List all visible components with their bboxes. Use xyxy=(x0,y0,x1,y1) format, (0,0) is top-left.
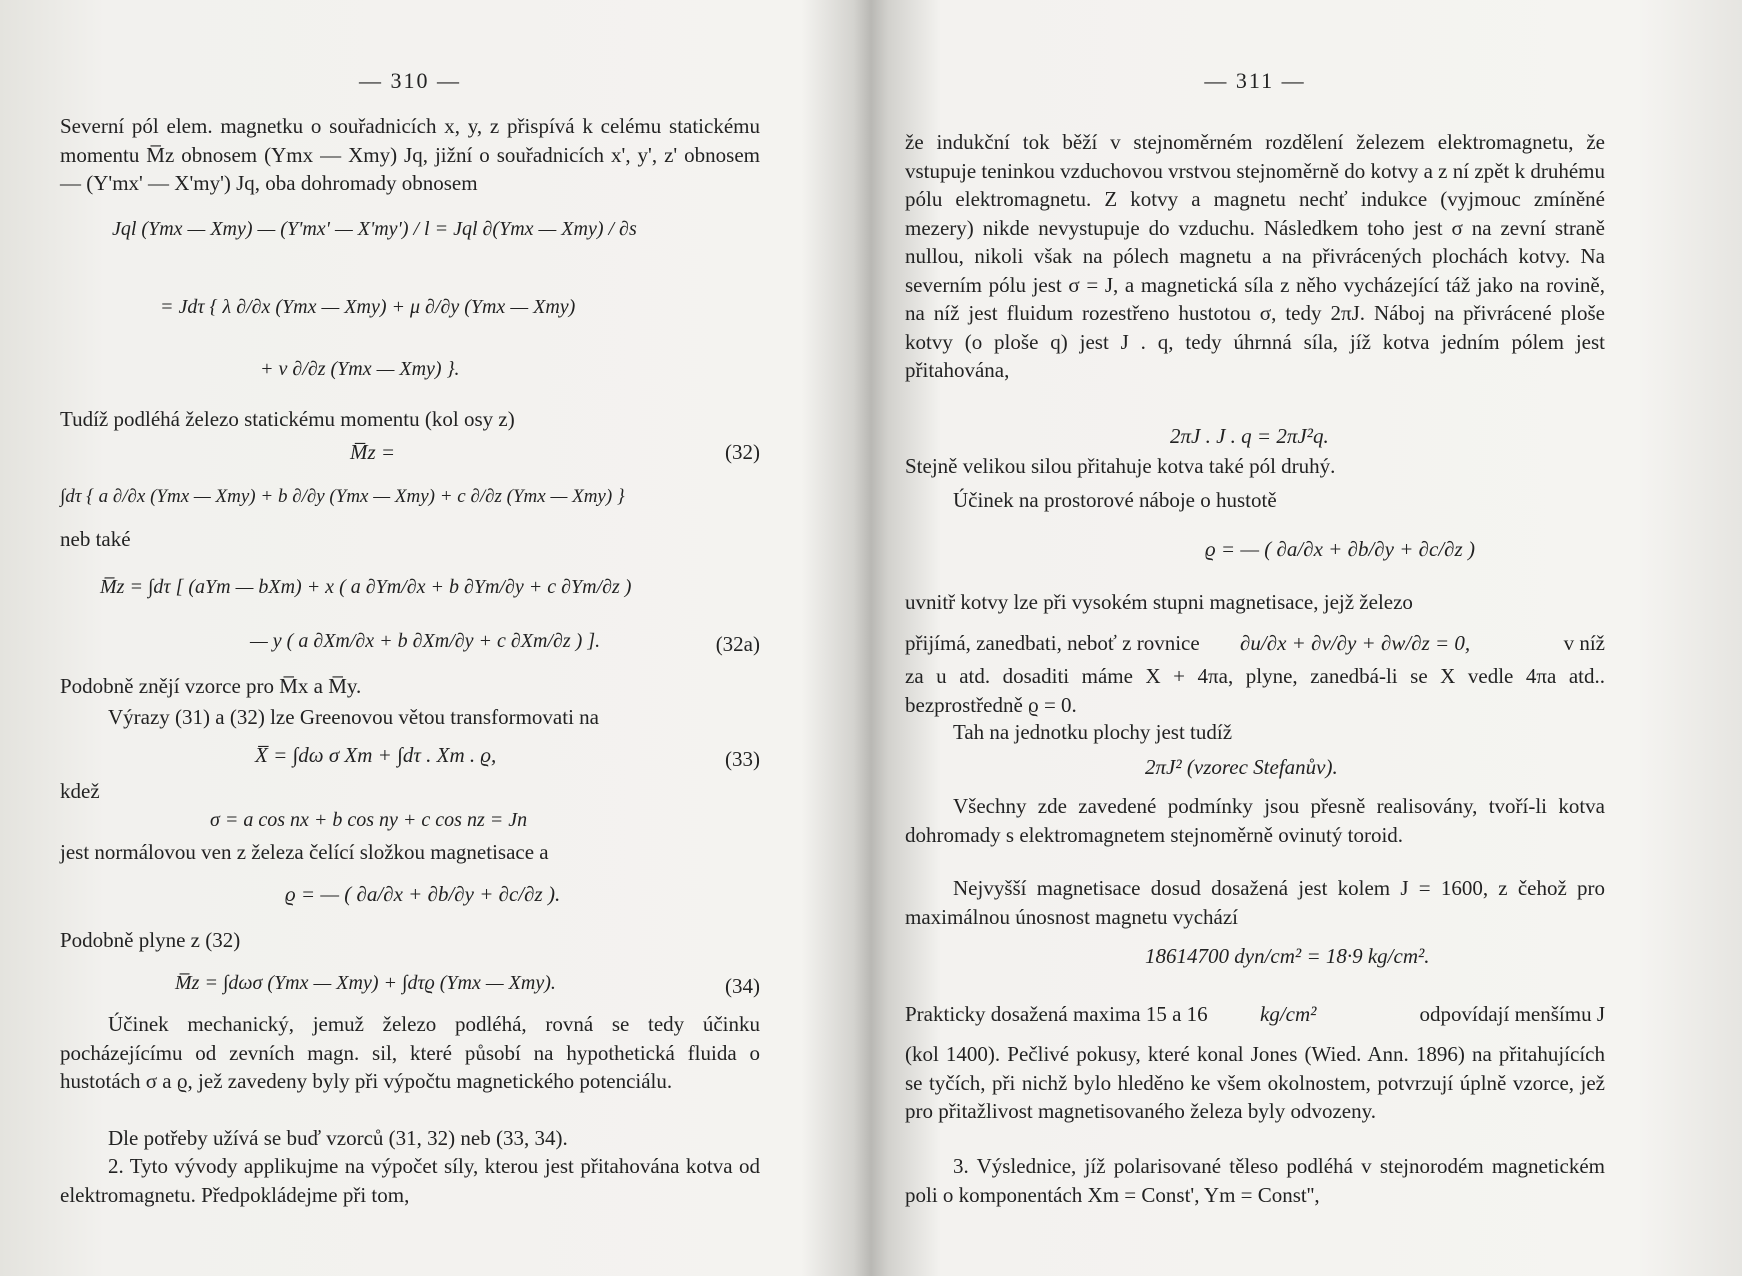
paragraph-text: Stejně velikou silou přitahuje kotva také pól druhý. xyxy=(905,454,1336,478)
equation: 18614700 dyn/cm² = 18·9 kg/cm². xyxy=(1145,944,1430,968)
paragraph xyxy=(905,662,1605,719)
paragraph xyxy=(60,405,760,434)
equation: σ = a cos nx + b cos ny + c cos nz = Jn xyxy=(210,809,528,831)
paragraph-text: neb také xyxy=(60,527,131,551)
equation: X̅ = ∫dω σ Xm + ∫dτ . Xm . ϱ, xyxy=(255,743,497,767)
equation: 2πJ² (vzorec Stefanův). xyxy=(1145,755,1338,779)
equation: — y ( a ∂Xm/∂x + b ∂Xm/∂y + c ∂Xm/∂z ) ]. xyxy=(250,630,601,652)
paragraph-text: Severní pól elem. magnetku o souřadnicích x, y, z přispívá k celému statickému momentu M̅z obnosem (Ymx — Xmy) Jq, jižní o souřadnicích x', y', z' obnosem — (Y'mx' — X'my') Jq, oba dohromady obnosem xyxy=(60,114,760,195)
equation-line xyxy=(905,631,1605,661)
equation: = Jdτ { λ ∂/∂x (Ymx — Xmy) + μ ∂/∂y (Ymx — Xmy) xyxy=(160,296,576,318)
paragraph-text: přijímá, zanedbati, neboť z rovnice xyxy=(905,631,1200,655)
paragraph xyxy=(905,1040,1605,1126)
paragraph xyxy=(905,1152,1605,1209)
paragraph xyxy=(60,703,760,732)
paragraph xyxy=(60,672,760,701)
equation-number: (33) xyxy=(725,747,760,771)
paragraph-text: Všechny zde zavedené podmínky jsou přesně realisovány, tvoří-li kotva dohromady s elektromagnetem stejnoměrně ovinutý toroid. xyxy=(905,794,1605,847)
paragraph-text: 2. Tyto vývody applikujme na výpočet síly, kterou jest přitahována kotva od elektromagnetu. Předpokládejme při tom, xyxy=(60,1154,760,1207)
equation-number: (34) xyxy=(725,974,760,998)
equation: ∂u/∂x + ∂v/∂y + ∂w/∂z = 0, xyxy=(1240,631,1471,655)
equation: M̅z = ∫dτ [ (aYm — bXm) + x ( a ∂Ym/∂x + b ∂Ym/∂y + c ∂Ym/∂z ) xyxy=(100,576,632,598)
page-number: — 311 — xyxy=(1204,68,1306,93)
paragraph xyxy=(905,588,1605,617)
equation: + ν ∂/∂z (Ymx — Xmy) }. xyxy=(260,358,460,380)
paragraph xyxy=(905,452,1605,481)
paragraph-text: Dle potřeby užívá se buď vzorců (31, 32) neb (33, 34). xyxy=(108,1126,568,1150)
paragraph xyxy=(905,792,1605,849)
equation-number: (32a) xyxy=(715,632,760,656)
paragraph-text: kdež xyxy=(60,779,100,803)
paragraph xyxy=(60,525,760,554)
paragraph xyxy=(60,112,760,198)
right-page xyxy=(905,0,1605,1276)
paragraph-text: (kol 1400). Pečlivé pokusy, které konal Jones (Wied. Ann. 1896) na přitahujících se tyčích, při nichž bylo hleděno ke všem okolnostem, potvrzují úplně vzorce, jež pro přitažlivost magnetisovaného železa byly odvozeny. xyxy=(905,1042,1605,1123)
page-number: — 310 — xyxy=(359,68,461,93)
paragraph-text: uvnitř kotvy lze při vysokém stupni magnetisace, jejž železo xyxy=(905,590,1413,614)
paragraph-text: že indukční tok běží v stejnoměrném rozdělení železem elektromagnetu, že vstupuje teninkou vzduchovou vrstvou stejnoměrně do kotvy a z ní zpět k druhému pólu elektromagnetu. Z kotvy a magnetu nechť indukce (vyjmouc zmíněné mezery) nikde nevystupuje do vzduchu. Následkem toho jest σ na zevní straně nullou, nikoli však na pólech magnetu a na přivrácených plochách kotvy. Na severním pólu jest σ = J, a magnetická síla z něho vycházející táž jako na rovině, na níž jest fluidum rozestřeno hustotou σ, tedy 2πJ. Náboj na přivrácené ploše kotvy (o ploše q) jest J . q, tedy úhrnná síla, jíž kotva jedním pólem jest přitahována, xyxy=(905,130,1605,382)
paragraph-text: Podobně plyne z (32) xyxy=(60,928,241,952)
left-page xyxy=(60,0,760,1276)
paragraph-text: jest normálovou ven z železa čelící složkou magnetisace a xyxy=(60,840,549,864)
paragraph-text: za u atd. dosaditi máme X + 4πa, plyne, zanedbá-li se X vedle 4πa atd.. bezprostředně ϱ = 0. xyxy=(905,664,1605,717)
paragraph xyxy=(60,1152,760,1209)
paragraph xyxy=(60,777,760,806)
paragraph-text: Účinek mechanický, jemuž železo podléhá, rovná se tedy účinku pocházejícímu od zevních magn. sil, které působí na hypothetická fluida o hustotách σ a ϱ, jež zavedeny byly při výpočtu magnetického potenciálu. xyxy=(60,1012,760,1093)
paragraph-text: Výrazy (31) a (32) lze Greenovou větou transformovati na xyxy=(108,705,599,729)
equation-line xyxy=(905,1002,1605,1032)
paragraph-text: Účinek na prostorové náboje o hustotě xyxy=(953,488,1277,512)
paragraph-text: Podobně znějí vzorce pro M̅x a M̅y. xyxy=(60,674,362,698)
paragraph xyxy=(60,926,760,955)
paragraph xyxy=(905,128,1605,385)
paragraph-text: v níž xyxy=(1563,631,1605,655)
equation: ∫dτ { a ∂/∂x (Ymx — Xmy) + b ∂/∂y (Ymx — Xmy) + c ∂/∂z (Ymx — Xmy) } xyxy=(60,486,625,507)
paragraph-text: odpovídají menšímu J xyxy=(1419,1002,1605,1026)
paragraph xyxy=(905,874,1605,931)
equation-number: (32) xyxy=(725,440,760,464)
equation: ϱ = — ( ∂a/∂x + ∂b/∂y + ∂c/∂z ). xyxy=(285,882,561,906)
equation: 2πJ . J . q = 2πJ²q. xyxy=(1170,424,1329,448)
equation: M̅z = ∫dωσ (Ymx — Xmy) + ∫dτϱ (Ymx — Xmy). xyxy=(175,972,556,994)
paragraph-text: Tudíž podléhá železo statickému momentu (kol osy z) xyxy=(60,407,515,431)
paragraph-text: Tah na jednotku plochy jest tudíž xyxy=(953,720,1233,744)
paragraph xyxy=(905,718,1605,747)
paragraph-text: 3. Výslednice, jíž polarisované těleso podléhá v stejnorodém magnetickém poli o komponentách Xm = Const', Ym = Const'', xyxy=(905,1154,1605,1207)
equation: ϱ = — ( ∂a/∂x + ∂b/∂y + ∂c/∂z ) xyxy=(1205,537,1475,561)
equation: kg/cm² xyxy=(1260,1002,1317,1026)
paragraph xyxy=(60,1010,760,1096)
equation: Jql (Ymx — Xmy) — (Y'mx' — X'my') / l = Jql ∂(Ymx — Xmy) / ∂s xyxy=(112,218,637,240)
paragraph-text: Prakticky dosažená maxima 15 a 16 xyxy=(905,1002,1208,1026)
paragraph xyxy=(905,486,1605,515)
paragraph-text: Nejvyšší magnetisace dosud dosažená jest kolem J = 1600, z čehož pro maximálnou únosnost magnetu vychází xyxy=(905,876,1605,929)
paragraph xyxy=(60,1124,760,1153)
paragraph xyxy=(60,838,760,867)
equation: M̅z = xyxy=(350,440,396,464)
